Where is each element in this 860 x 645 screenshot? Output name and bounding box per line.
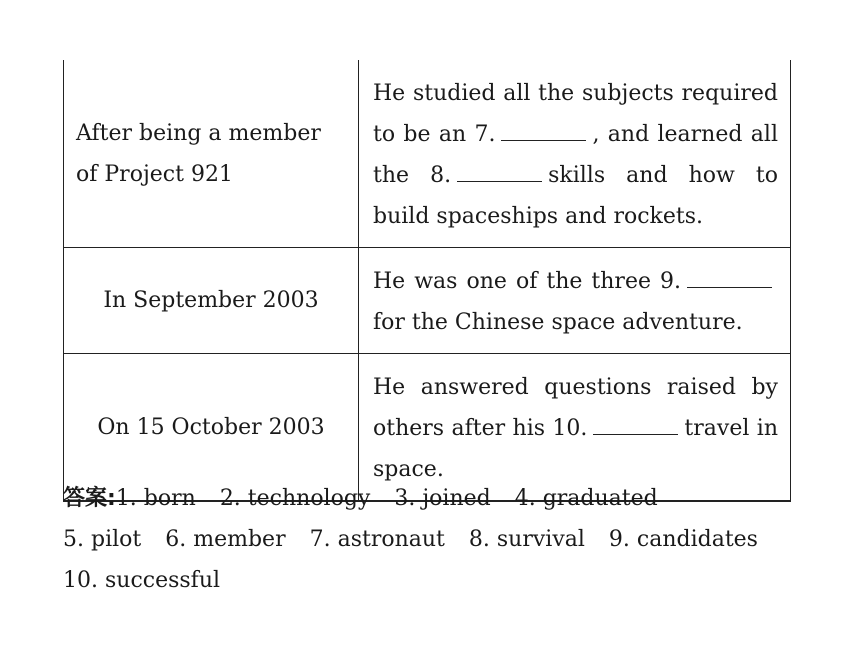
table-row xyxy=(64,248,791,354)
description-cell xyxy=(359,60,791,248)
answer-key-label: 答案: xyxy=(63,486,116,511)
time-cell: After being a member of Project 921 xyxy=(64,60,359,248)
answer-item: 10. successful xyxy=(63,568,221,593)
description-text: for the Chinese space adventure. xyxy=(373,310,743,335)
description-text: He answered questions raised by others after his 10. xyxy=(373,375,778,441)
answer-item: 8. survival xyxy=(468,527,585,552)
description-text: travel in space. xyxy=(373,416,778,482)
answer-item: 4. graduated xyxy=(514,486,658,511)
answer-item: 9. candidates xyxy=(608,527,758,552)
answer-blank xyxy=(501,118,586,141)
answer-blank xyxy=(593,412,678,435)
description-text: He was one of the three 9. xyxy=(373,269,681,294)
answer-item: 6. member xyxy=(165,527,286,552)
answer-item: 1. born xyxy=(115,486,196,511)
exercise-table xyxy=(63,60,791,502)
description-text: skills and how to build spaceships and rockets. xyxy=(373,163,779,229)
description-text: , and learned all the 8. xyxy=(373,122,778,188)
description-cell xyxy=(359,248,791,354)
table-row xyxy=(64,60,791,248)
time-cell: In September 2003 xyxy=(64,248,359,354)
answer-item: 2. technology xyxy=(219,486,371,511)
description-text: He studied all the subjects required to be an 7. xyxy=(373,81,778,147)
answer-key xyxy=(63,478,803,601)
time-cell: On 15 October 2003 xyxy=(64,354,359,502)
answer-item: 5. pilot xyxy=(63,527,142,552)
answer-item: 3. joined xyxy=(394,486,491,511)
answer-blank xyxy=(687,265,772,288)
answer-item: 7. astronaut xyxy=(309,527,445,552)
answer-blank xyxy=(457,159,542,182)
